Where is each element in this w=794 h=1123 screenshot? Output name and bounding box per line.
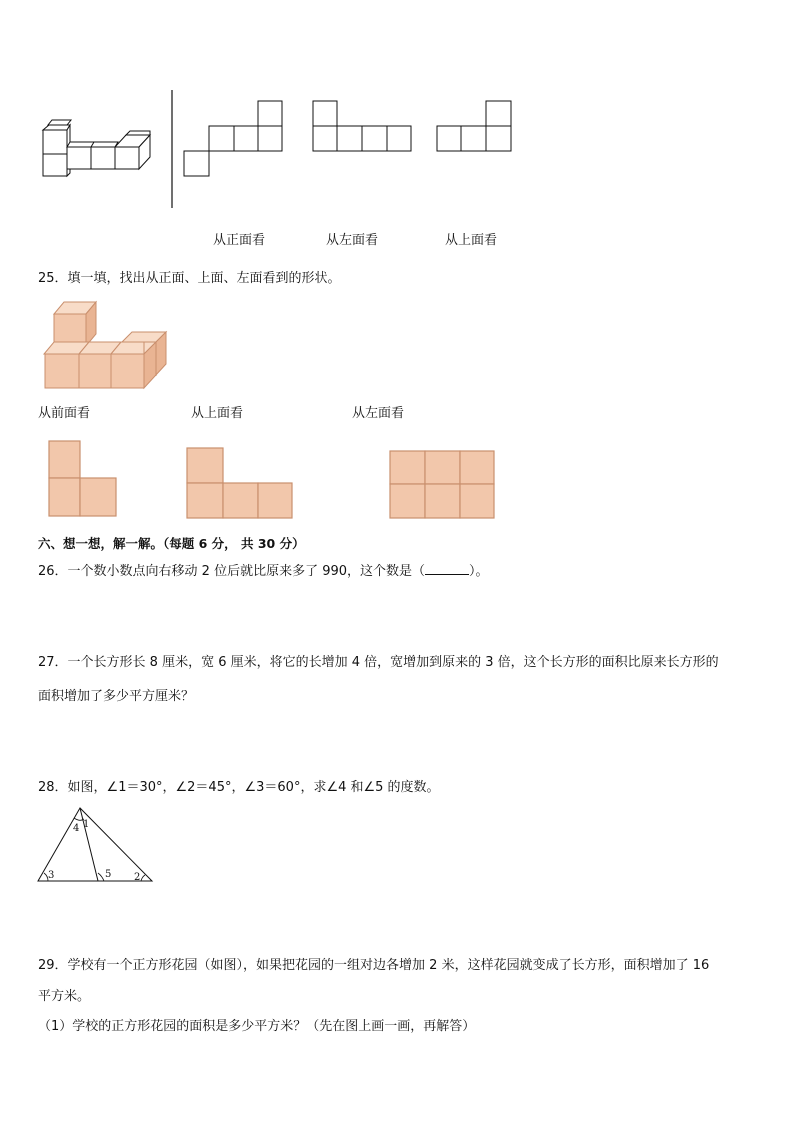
- q24-divider: [170, 90, 174, 210]
- q27-line2: 面积增加了多少平方厘米？: [38, 689, 195, 704]
- angle-label-3: 3: [48, 870, 55, 881]
- angle-label-5: 5: [105, 869, 112, 880]
- q29-sub1: （1）学校的正方形花园的面积是多少平方米？（先在图上画一画，再解答）: [38, 1019, 476, 1034]
- angle-label-2: 2: [134, 872, 141, 883]
- section-heading: 六、想一想，解一解。（每题 6 分， 共 30 分）: [38, 536, 305, 551]
- q29-line2: 平方米。: [38, 989, 91, 1004]
- q25-label-top: 从上面看: [191, 406, 244, 421]
- q25-question: 25．填一填，找出从正面、上面、左面看到的形状。: [38, 271, 341, 286]
- q24-label-left: 从左面看: [326, 233, 379, 248]
- q27-line1: 27．一个长方形长 8 厘米，宽 6 厘米，将它的长增加 4 倍，宽增加到原来的 3 倍，这个长方形的面积比原来长方形的: [38, 655, 719, 670]
- q24-front-view: [183, 100, 285, 178]
- q25-cube-drawing: [44, 302, 170, 390]
- q25-label-left: 从左面看: [352, 406, 405, 421]
- q28-triangle-figure: [36, 806, 156, 884]
- q26-answer-blank[interactable]: [425, 562, 469, 575]
- q24-label-front: 从正面看: [213, 233, 266, 248]
- q26-text-before: 26．一个数小数点向右移动 2 位后就比原来多了 990，这个数是（: [38, 564, 426, 579]
- q25-label-front: 从前面看: [38, 406, 91, 421]
- q25-top-view: [186, 447, 294, 519]
- q25-left-view: [389, 450, 497, 520]
- angle-label-1: 1: [83, 819, 90, 830]
- q24-cube-drawing: [40, 125, 160, 185]
- q29-line1: 29．学校有一个正方形花园（如图），如果把花园的一组对边各增加 2 米，这样花园就变成了长方形，面积增加了 16: [38, 958, 710, 973]
- q24-left-view: [312, 100, 414, 154]
- q24-label-top: 从上面看: [445, 233, 498, 248]
- q26-question: [38, 562, 489, 581]
- q25-front-view: [48, 440, 118, 518]
- q28-question: 28．如图，∠1＝30°，∠2＝45°，∠3＝60°，求∠4 和∠5 的度数。: [38, 780, 440, 795]
- q26-text-after: ）。: [469, 564, 489, 579]
- angle-label-4: 4: [73, 823, 80, 834]
- q24-top-view: [436, 100, 514, 154]
